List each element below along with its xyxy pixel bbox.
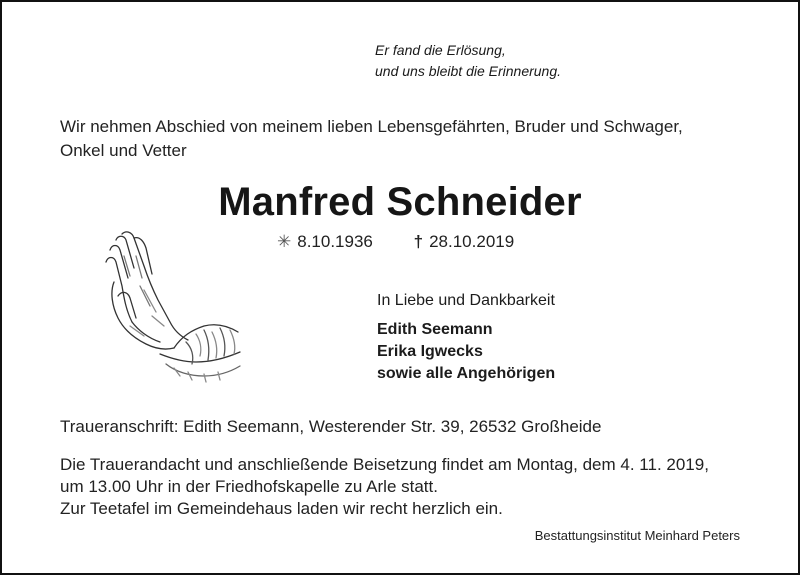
deceased-name: Manfred Schneider: [218, 180, 582, 224]
life-dates: [277, 232, 514, 252]
service-line-1: Die Trauerandacht und anschließende Beisetzung findet am Montag, dem 4. 11. 2019,: [60, 455, 709, 474]
service-info: [60, 454, 760, 520]
undertaker-credit: Bestattungsinstitut Meinhard Peters: [534, 528, 740, 543]
service-line-3: Zur Teetafel im Gemeindehaus laden wir recht herzlich ein.: [60, 499, 503, 518]
death-date: 28.10.2019: [429, 232, 515, 251]
death-cross-icon: †: [413, 232, 424, 251]
birth-star-icon: ✳: [277, 232, 292, 251]
motto-line-1: Er fand die Erlösung,: [375, 42, 506, 58]
intro-line-2: Onkel und Vetter: [60, 141, 187, 160]
intro-text: [60, 115, 750, 163]
motto: [375, 40, 561, 82]
intro-line-1: Wir nehmen Abschied von meinem lieben Lebensgefährten, Bruder und Schwager,: [60, 117, 683, 136]
mourner-name: Erika Igwecks: [377, 343, 483, 360]
mourners-block: [377, 290, 555, 385]
mourner-name: sowie alle Angehörigen: [377, 365, 556, 382]
motto-line-2: und uns bleibt die Erinnerung.: [375, 63, 562, 79]
praying-hands-icon: [100, 226, 250, 386]
mourners-intro: In Liebe und Dankbarkeit: [377, 292, 555, 309]
birth-date: 8.10.1936: [297, 232, 373, 251]
service-line-2: um 13.00 Uhr in der Friedhofskapelle zu Arle statt.: [60, 477, 438, 496]
mourner-name: Edith Seemann: [377, 321, 493, 338]
mourning-address: Traueranschrift: Edith Seemann, Westerender Str. 39, 26532 Großheide: [60, 417, 602, 436]
